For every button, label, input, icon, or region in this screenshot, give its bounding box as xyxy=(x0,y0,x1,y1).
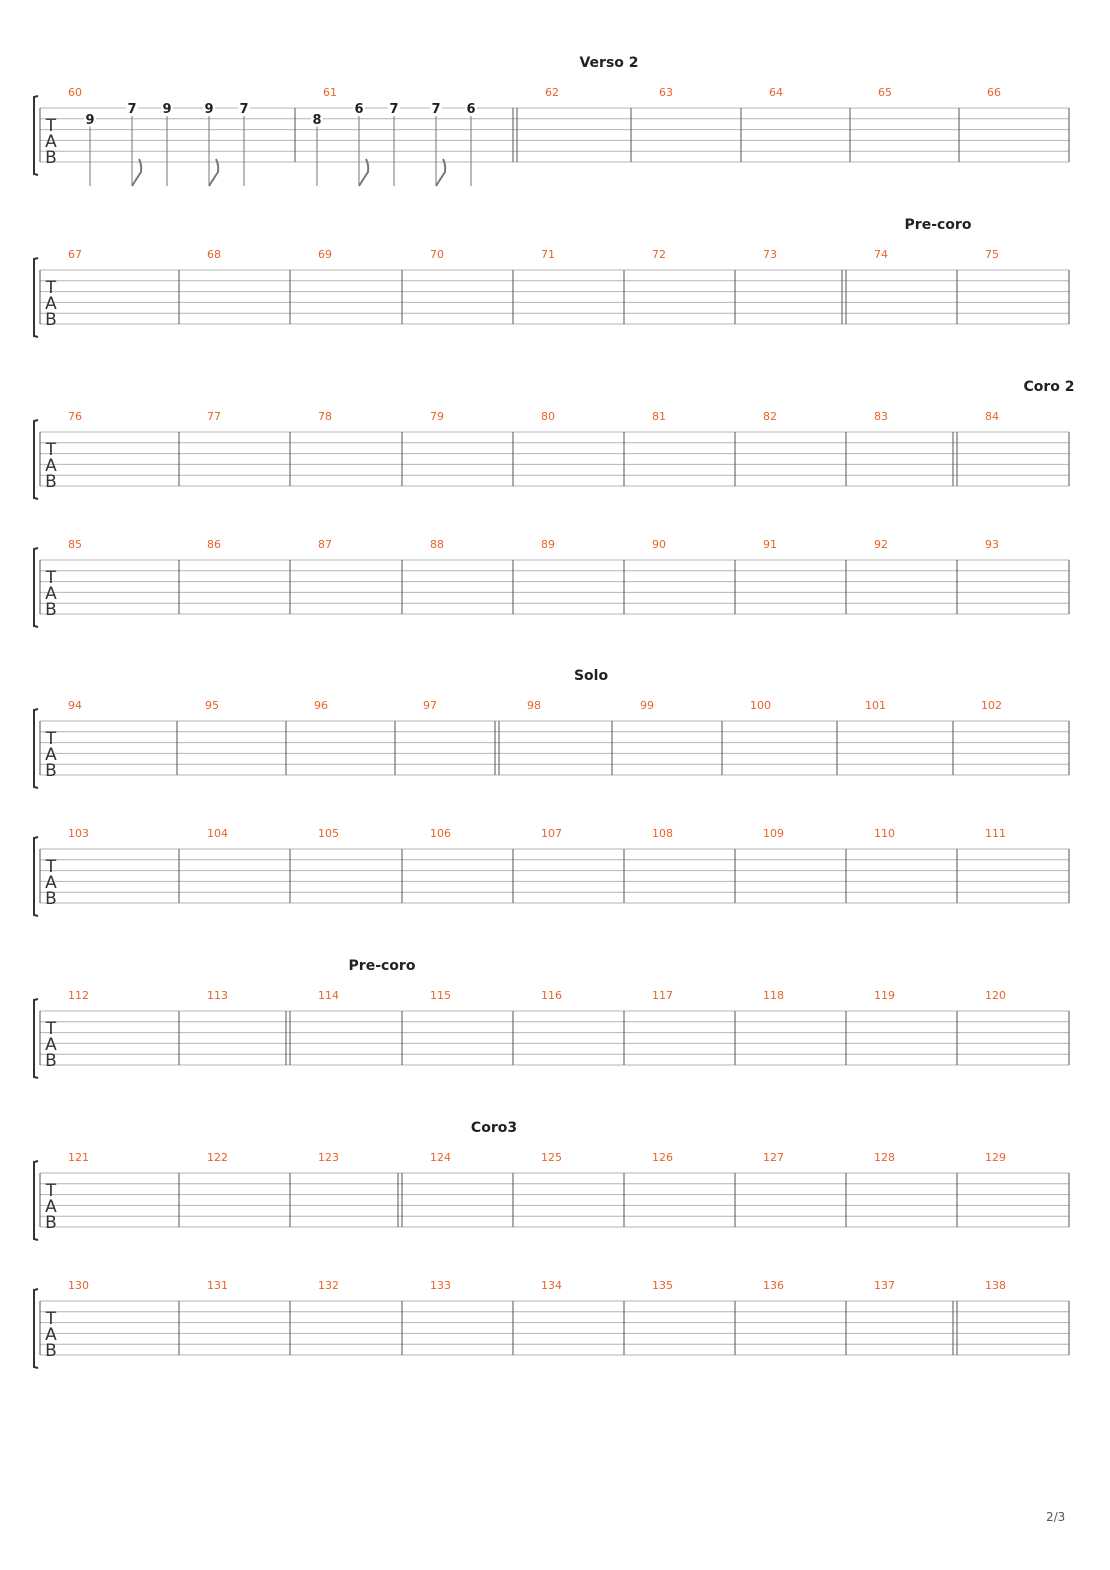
note-flag xyxy=(359,159,368,186)
note-flag xyxy=(436,159,445,186)
system-bracket xyxy=(34,420,38,499)
measure-number: 87 xyxy=(318,538,332,551)
measure-number: 109 xyxy=(763,827,784,840)
tab-clef-t: T xyxy=(45,1019,57,1039)
measure-number: 106 xyxy=(430,827,451,840)
tab-clef-a: A xyxy=(45,584,57,604)
measure-number: 70 xyxy=(430,248,444,261)
measure-number: 91 xyxy=(763,538,777,551)
measure-number: 68 xyxy=(207,248,221,261)
measure-number: 104 xyxy=(207,827,228,840)
system-bracket xyxy=(34,96,38,175)
measure-number: 73 xyxy=(763,248,777,261)
measure-number: 136 xyxy=(763,1279,784,1292)
note-flag xyxy=(132,159,141,186)
measure-number: 81 xyxy=(652,410,666,423)
measure-number: 110 xyxy=(874,827,895,840)
fret-number: 9 xyxy=(85,112,95,128)
fret-number: 8 xyxy=(312,112,322,128)
measure-number: 84 xyxy=(985,410,999,423)
measure-number: 88 xyxy=(430,538,444,551)
measure-number: 108 xyxy=(652,827,673,840)
tab-clef-b: B xyxy=(45,1051,57,1071)
measure-number: 132 xyxy=(318,1279,339,1292)
measure-number: 90 xyxy=(652,538,666,551)
tab-clef-a: A xyxy=(45,294,57,314)
tab-clef-a: A xyxy=(45,873,57,893)
fret-number: 9 xyxy=(162,102,172,117)
measure-number: 133 xyxy=(430,1279,451,1292)
measure-number: 123 xyxy=(318,1151,339,1164)
measure-number: 112 xyxy=(68,989,89,1002)
measure-number: 92 xyxy=(874,538,888,551)
measure-number: 82 xyxy=(763,410,777,423)
measure-number: 135 xyxy=(652,1279,673,1292)
page-number: 2/3 xyxy=(1046,1510,1066,1524)
measure-number: 79 xyxy=(430,410,444,423)
measure-number: 96 xyxy=(314,699,328,712)
measure-number: 94 xyxy=(68,699,82,712)
measure-number: 71 xyxy=(541,248,555,261)
measure-number: 130 xyxy=(68,1279,89,1292)
measure-number: 98 xyxy=(527,699,541,712)
measure-number: 122 xyxy=(207,1151,228,1164)
tab-clef-t: T xyxy=(45,1309,57,1329)
measure-number: 67 xyxy=(68,248,82,261)
fret-number: 6 xyxy=(354,102,364,117)
tab-clef-b: B xyxy=(45,1213,57,1233)
system-bracket xyxy=(34,1289,38,1368)
measure-number: 63 xyxy=(659,86,673,99)
measure-number: 65 xyxy=(878,86,892,99)
measure-number: 60 xyxy=(68,86,82,99)
measure-number: 76 xyxy=(68,410,82,423)
measure-number: 72 xyxy=(652,248,666,261)
measure-number: 107 xyxy=(541,827,562,840)
system-bracket xyxy=(34,548,38,627)
measure-number: 86 xyxy=(207,538,221,551)
measure-number: 95 xyxy=(205,699,219,712)
measure-number: 129 xyxy=(985,1151,1006,1164)
measure-number: 115 xyxy=(430,989,451,1002)
measure-number: 134 xyxy=(541,1279,562,1292)
measure-number: 85 xyxy=(68,538,82,551)
tab-clef-b: B xyxy=(45,310,57,330)
fret-number: 6 xyxy=(466,102,476,117)
fret-number: 7 xyxy=(431,102,441,117)
tab-clef-t: T xyxy=(45,116,57,136)
measure-number: 101 xyxy=(865,699,886,712)
measure-number: 64 xyxy=(769,86,783,99)
measure-number: 121 xyxy=(68,1151,89,1164)
measure-number: 74 xyxy=(874,248,888,261)
measure-number: 126 xyxy=(652,1151,673,1164)
measure-number: 80 xyxy=(541,410,555,423)
tab-clef-t: T xyxy=(45,729,57,749)
measure-number: 127 xyxy=(763,1151,784,1164)
tab-clef-a: A xyxy=(45,745,57,765)
measure-number: 83 xyxy=(874,410,888,423)
section-label: Coro 2 xyxy=(1023,379,1075,395)
measure-number: 105 xyxy=(318,827,339,840)
system-bracket xyxy=(34,709,38,788)
measure-number: 128 xyxy=(874,1151,895,1164)
system-bracket xyxy=(34,1161,38,1240)
tab-clef-b: B xyxy=(45,889,57,909)
tab-clef-t: T xyxy=(45,1181,57,1201)
measure-number: 117 xyxy=(652,989,673,1002)
section-label: Verso 2 xyxy=(579,55,639,71)
measure-number: 114 xyxy=(318,989,339,1002)
tab-clef-b: B xyxy=(45,761,57,781)
measure-number: 102 xyxy=(981,699,1002,712)
measure-number: 137 xyxy=(874,1279,895,1292)
measure-number: 100 xyxy=(750,699,771,712)
fret-number: 7 xyxy=(127,102,137,117)
measure-number: 69 xyxy=(318,248,332,261)
measure-number: 62 xyxy=(545,86,559,99)
section-label: Solo xyxy=(573,668,609,684)
system-bracket xyxy=(34,837,38,916)
tab-clef-t: T xyxy=(45,568,57,588)
measure-number: 78 xyxy=(318,410,332,423)
tab-clef-a: A xyxy=(45,1197,57,1217)
tab-clef-a: A xyxy=(45,1035,57,1055)
tab-clef-t: T xyxy=(45,857,57,877)
fret-number: 7 xyxy=(239,102,249,117)
measure-number: 125 xyxy=(541,1151,562,1164)
tab-clef-a: A xyxy=(45,132,57,152)
measure-number: 120 xyxy=(985,989,1006,1002)
measure-number: 75 xyxy=(985,248,999,261)
measure-number: 116 xyxy=(541,989,562,1002)
tab-clef-b: B xyxy=(45,600,57,620)
measure-number: 119 xyxy=(874,989,895,1002)
system-bracket xyxy=(34,258,38,337)
measure-number: 61 xyxy=(323,86,337,99)
note-flag xyxy=(209,159,218,186)
tab-clef-t: T xyxy=(45,440,57,460)
measure-number: 138 xyxy=(985,1279,1006,1292)
tab-clef-b: B xyxy=(45,148,57,168)
measure-number: 131 xyxy=(207,1279,228,1292)
measure-number: 103 xyxy=(68,827,89,840)
section-label: Pre-coro xyxy=(904,217,972,233)
tab-clef-b: B xyxy=(45,472,57,492)
measure-number: 66 xyxy=(987,86,1001,99)
measure-number: 97 xyxy=(423,699,437,712)
measure-number: 124 xyxy=(430,1151,451,1164)
tab-clef-b: B xyxy=(45,1341,57,1361)
tab-clef-a: A xyxy=(45,1325,57,1345)
measure-number: 77 xyxy=(207,410,221,423)
system-bracket xyxy=(34,999,38,1078)
section-label: Pre-coro xyxy=(348,958,416,974)
measure-number: 93 xyxy=(985,538,999,551)
measure-number: 99 xyxy=(640,699,654,712)
fret-number: 7 xyxy=(389,102,399,117)
measure-number: 89 xyxy=(541,538,555,551)
fret-number: 9 xyxy=(204,102,214,117)
tab-clef-a: A xyxy=(45,456,57,476)
measure-number: 113 xyxy=(207,989,228,1002)
measure-number: 118 xyxy=(763,989,784,1002)
tab-clef-t: T xyxy=(45,278,57,298)
measure-number: 111 xyxy=(985,827,1006,840)
section-label: Coro3 xyxy=(470,1120,518,1136)
